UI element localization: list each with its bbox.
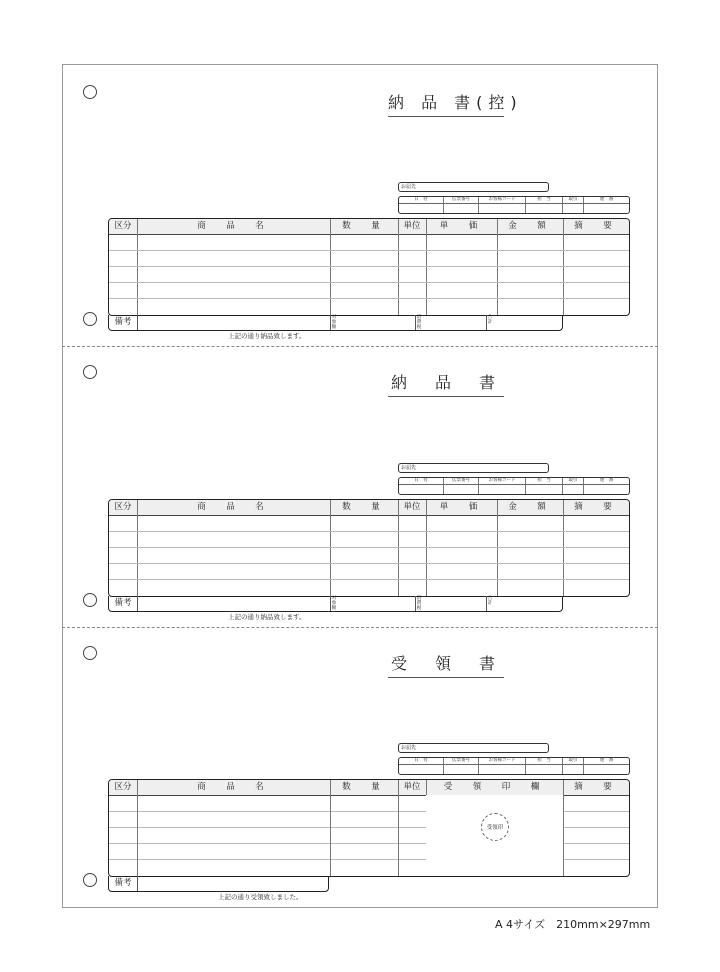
info-header: 連 番 (599, 478, 614, 483)
info-header: お客様コード (479, 478, 526, 484)
info-cell[interactable] (444, 765, 479, 774)
receipt-note: 上記の通り受領致しました。 (218, 893, 303, 901)
punch-hole-icon (83, 85, 97, 99)
destination-label: お届先 (401, 465, 417, 471)
total-label: 合計 (486, 315, 493, 330)
column-header: 受 領 印 欄 (443, 782, 546, 792)
form-title: 納 品 書 (388, 370, 504, 397)
column-header: 区分 (114, 782, 132, 792)
info-box (398, 757, 630, 775)
column-header: 商 品 名 (197, 782, 270, 792)
info-cell[interactable] (584, 765, 629, 774)
info-header: 伝票番号 (444, 197, 479, 203)
info-header: 伝票番号 (444, 478, 479, 484)
column-header: 単位 (403, 782, 421, 792)
destination-field[interactable] (398, 743, 549, 753)
column-header: 数 量 (342, 221, 386, 231)
punch-hole-icon (83, 312, 97, 326)
column-header: 摘 要 (574, 502, 618, 512)
subtotal-label: 対象額 (331, 315, 337, 330)
perforation-line (62, 627, 658, 628)
info-header: 日 付 (399, 758, 444, 764)
perforation-line (62, 346, 658, 347)
column-header: 区分 (114, 221, 132, 231)
table-header (109, 219, 629, 235)
remarks-row (108, 315, 563, 331)
remarks-label: 備考 (109, 876, 138, 891)
info-cell[interactable] (563, 204, 584, 213)
info-header: お客様コード (479, 758, 526, 764)
column-header: 金 額 (508, 221, 552, 231)
info-cell[interactable] (444, 204, 479, 213)
destination-label: お届先 (401, 184, 417, 190)
punch-hole-icon (83, 873, 97, 887)
info-header: 日 付 (399, 478, 444, 484)
punch-hole-icon (83, 593, 97, 607)
info-cell[interactable] (584, 485, 629, 494)
info-header: 担 当 (526, 197, 563, 203)
table-header (109, 780, 629, 796)
info-header: 担 当 (526, 478, 563, 484)
delivery-note: 上記の通り納品致します。 (228, 332, 306, 340)
remarks-row (108, 876, 329, 892)
column-header: 数 量 (342, 502, 386, 512)
info-header: 日 付 (399, 197, 444, 203)
subtotal-label: 対象額 (331, 596, 337, 611)
seal-area[interactable] (426, 795, 563, 876)
form-title: 納 品 書(控) (388, 90, 504, 117)
column-header: 摘 要 (574, 221, 618, 231)
info-cell[interactable] (563, 485, 584, 494)
items-table (108, 218, 630, 316)
info-header: 連 番 (599, 197, 614, 202)
items-table (108, 499, 630, 597)
info-cell[interactable] (526, 765, 563, 774)
info-cell[interactable] (584, 204, 629, 213)
column-header: 金 額 (508, 502, 552, 512)
remarks-row (108, 596, 563, 612)
destination-label: お届先 (401, 745, 417, 751)
delivery-note: 上記の通り納品致します。 (228, 613, 306, 621)
info-header: 取引 (563, 478, 584, 484)
column-header: 商 品 名 (197, 221, 270, 231)
seal-stamp-circle: 受領印 (481, 813, 509, 841)
column-header: 単位 (403, 502, 421, 512)
paper-size-note: A 4サイズ 210mm×297mm (495, 918, 651, 931)
column-header: 単位 (403, 221, 421, 231)
info-header: 伝票番号 (444, 758, 479, 764)
punch-hole-icon (83, 365, 97, 379)
destination-field[interactable] (398, 182, 549, 192)
info-header: 担 当 (526, 758, 563, 764)
info-header: お客様コード (479, 197, 526, 203)
column-header: 単 価 (439, 221, 484, 231)
info-cell[interactable] (526, 485, 563, 494)
info-cell[interactable] (526, 204, 563, 213)
tax-label: 消費税 (416, 315, 422, 330)
info-header: 取引 (563, 197, 584, 203)
info-cell[interactable] (399, 765, 444, 774)
info-cell[interactable] (399, 204, 444, 213)
total-label: 合計 (486, 596, 493, 611)
info-cell[interactable] (399, 485, 444, 494)
form-title: 受 領 書 (388, 651, 504, 678)
info-cell[interactable] (444, 485, 479, 494)
column-header: 単 価 (439, 502, 484, 512)
info-cell[interactable] (479, 765, 526, 774)
column-header: 区分 (114, 502, 132, 512)
info-box (398, 196, 630, 214)
remarks-label: 備考 (109, 315, 138, 330)
table-header (109, 500, 629, 516)
column-header: 数 量 (342, 782, 386, 792)
info-cell[interactable] (479, 485, 526, 494)
punch-hole-icon (83, 646, 97, 660)
info-header: 連 番 (599, 758, 614, 763)
remarks-label: 備考 (109, 596, 138, 611)
info-box (398, 477, 630, 495)
column-header: 摘 要 (574, 782, 618, 792)
destination-field[interactable] (398, 463, 549, 473)
column-header: 商 品 名 (197, 502, 270, 512)
info-header: 取引 (563, 758, 584, 764)
items-table (108, 779, 630, 877)
info-cell[interactable] (479, 204, 526, 213)
info-cell[interactable] (563, 765, 584, 774)
tax-label: 消費税 (416, 596, 422, 611)
